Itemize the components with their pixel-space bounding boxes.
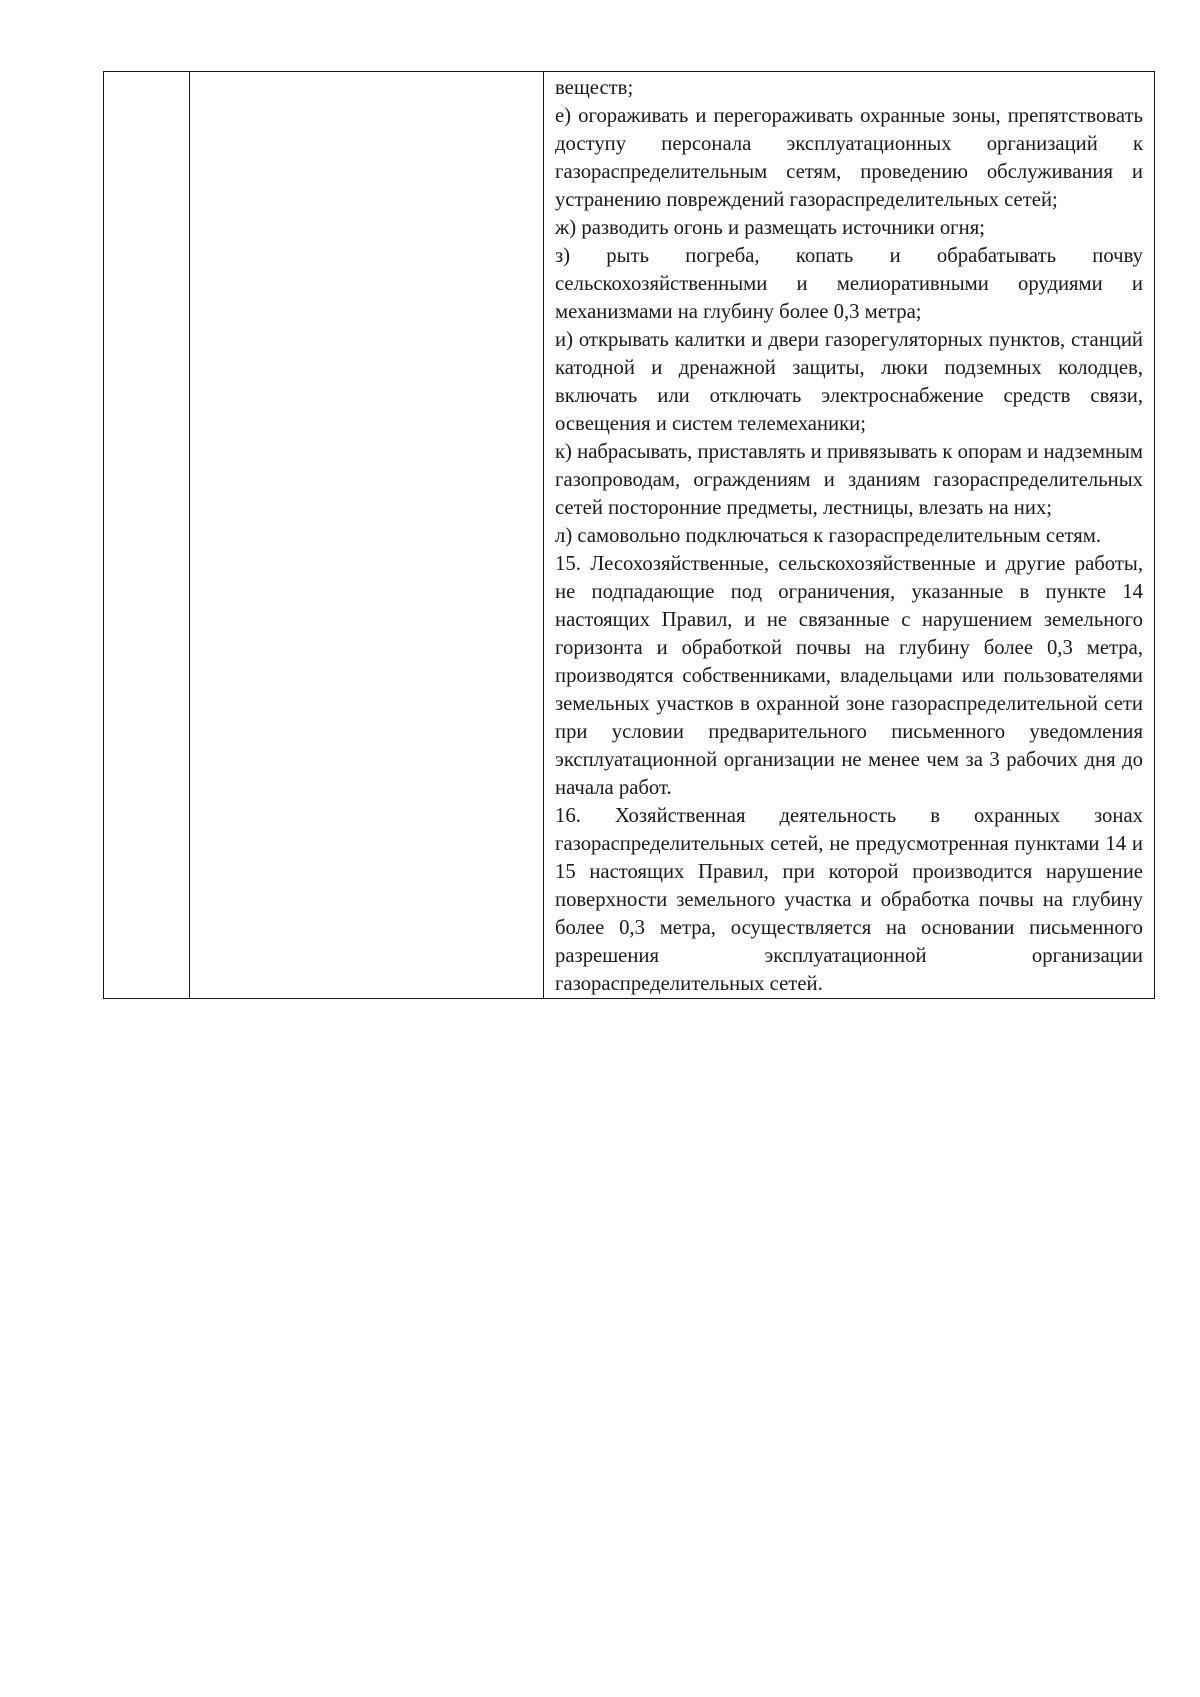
paragraph-item-i: и) открывать калитки и двери газорегуляторных пунктов, станций катодной и дренажной защиты, люки подземных колодцев, включать или отключать электроснабжение средств связи, освещения и систем телемеханики; bbox=[555, 329, 1143, 435]
table-cell-name bbox=[190, 72, 544, 999]
table-cell-requirements bbox=[544, 72, 1155, 999]
paragraph-clause-16: 16. Хозяйственная деятельность в охранных зонах газораспределительных сетей, не предусмотренная пунктами 14 и 15 настоящих Правил, при которой производится нарушение поверхности земельного участка и обработка почвы на глубину более 0,3 метра, осуществляется на основании письменного разрешения эксплуатационной организации газораспределительных сетей. bbox=[555, 805, 1143, 995]
paragraph-item-l: л) самовольно подключаться к газораспределительным сетям. bbox=[555, 525, 1102, 547]
paragraph-item-z: з) рыть погреба, копать и обрабатывать почву сельскохозяйственными и мелиоративными орудиями и механизмами на глубину более 0,3 метра; bbox=[555, 245, 1143, 323]
paragraph-item-e: е) огораживать и перегораживать охранные зоны, препятствовать доступу персонала эксплуатационных организаций к газораспределительным сетям, проведению обслуживания и устранению повреждений газораспределительных сетей; bbox=[555, 105, 1143, 211]
document-table bbox=[103, 71, 1155, 999]
paragraph-substances-end: веществ; bbox=[555, 77, 634, 99]
paragraph-clause-15: 15. Лесохозяйственные, сельскохозяйственные и другие работы, не подпадающие под ограничения, указанные в пункте 14 настоящих Правил, и не связанные с нарушением земельного горизонта и обработкой почвы на глубину более 0,3 метра, производятся собственниками, владельцами или пользователями земельных участков в охранной зоне газораспределительной сети при условии предварительного письменного уведомления эксплуатационной организации не менее чем за 3 рабочих дня до начала работ. bbox=[555, 553, 1143, 799]
paragraph-item-zh: ж) разводить огонь и размещать источники огня; bbox=[555, 217, 985, 239]
paragraph-item-k: к) набрасывать, приставлять и привязывать к опорам и надземным газопроводам, ограждениям и зданиям газораспределительных сетей посторонние предметы, лестницы, влезать на них; bbox=[555, 441, 1143, 519]
table-row bbox=[104, 72, 1155, 999]
table-cell-number bbox=[104, 72, 190, 999]
